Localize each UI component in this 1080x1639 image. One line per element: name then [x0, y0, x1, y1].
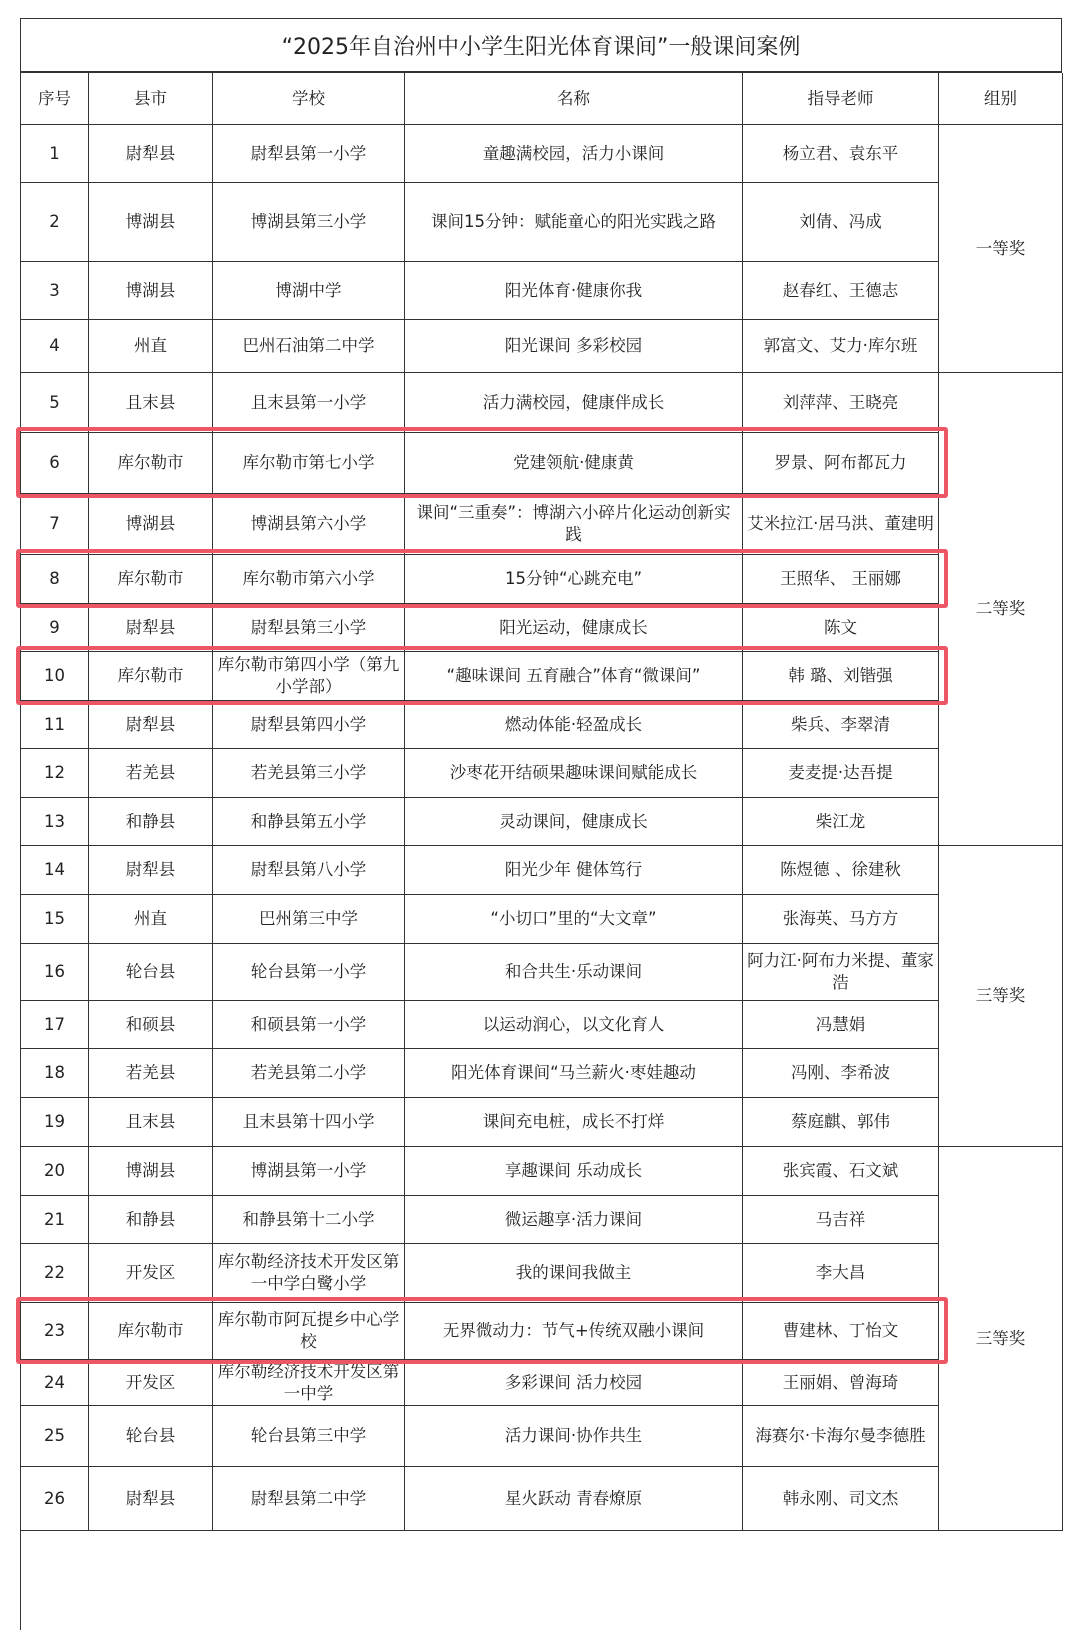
seq-cell: 26 [21, 1467, 89, 1531]
teacher-cell: 陈煜德 、徐建秋 [743, 846, 939, 895]
teacher-cell: 阿力江·阿布力米提、董家浩 [743, 944, 939, 1001]
seq-cell: 10 [21, 652, 89, 701]
county-cell: 博湖县 [89, 262, 213, 320]
school-cell: 和静县第五小学 [213, 798, 405, 846]
header-seq: 序号 [21, 73, 89, 125]
school-cell: 库尔勒经济技术开发区第一中学 [213, 1360, 405, 1406]
name-cell: 活力满校园，健康伴成长 [405, 373, 743, 433]
seq-cell: 20 [21, 1147, 89, 1196]
county-cell: 轮台县 [89, 944, 213, 1001]
teacher-cell: 张海英、马方方 [743, 895, 939, 944]
seq-cell: 7 [21, 494, 89, 555]
county-cell: 和静县 [89, 798, 213, 846]
name-cell: 课间“三重奏”：博湖六小碎片化运动创新实践 [405, 494, 743, 555]
county-cell: 和硕县 [89, 1001, 213, 1049]
school-cell: 轮台县第三中学 [213, 1406, 405, 1467]
county-cell: 州直 [89, 320, 213, 373]
name-cell: 微运趣享·活力课间 [405, 1196, 743, 1244]
name-cell: 多彩课间 活力校园 [405, 1360, 743, 1406]
name-cell: 享趣课间 乐动成长 [405, 1147, 743, 1196]
name-cell: 无界微动力：节气+传统双融小课间 [405, 1303, 743, 1360]
school-cell: 且末县第一小学 [213, 373, 405, 433]
name-cell: 活力课间·协作共生 [405, 1406, 743, 1467]
name-cell: 我的课间我做主 [405, 1244, 743, 1303]
seq-cell: 15 [21, 895, 89, 944]
teacher-cell: 杨立君、袁东平 [743, 125, 939, 183]
county-cell: 库尔勒市 [89, 433, 213, 494]
school-cell: 库尔勒经济技术开发区第一中学白鹭小学 [213, 1244, 405, 1303]
teacher-cell: 陈文 [743, 604, 939, 652]
seq-cell: 21 [21, 1196, 89, 1244]
county-cell: 州直 [89, 895, 213, 944]
group-cell: 二等奖 [939, 373, 1063, 846]
name-cell: 阳光体育·健康你我 [405, 262, 743, 320]
name-cell: 童趣满校园，活力小课间 [405, 125, 743, 183]
teacher-cell: 麦麦提·达吾提 [743, 749, 939, 798]
county-cell: 开发区 [89, 1360, 213, 1406]
school-cell: 和静县第十二小学 [213, 1196, 405, 1244]
teacher-cell: 冯刚、李希波 [743, 1049, 939, 1098]
seq-cell: 19 [21, 1098, 89, 1147]
school-cell: 博湖县第六小学 [213, 494, 405, 555]
group-cell: 三等奖 [939, 846, 1063, 1147]
group-cell: 三等奖 [939, 1147, 1063, 1531]
name-cell: 15分钟“心跳充电” [405, 555, 743, 604]
county-cell: 尉犁县 [89, 701, 213, 749]
county-cell: 库尔勒市 [89, 652, 213, 701]
teacher-cell: 王丽娟、曾海琦 [743, 1360, 939, 1406]
name-cell: 以运动润心，以文化育人 [405, 1001, 743, 1049]
school-cell: 且末县第十四小学 [213, 1098, 405, 1147]
teacher-cell: 李大昌 [743, 1244, 939, 1303]
name-cell: 星火跃动 青春燎原 [405, 1467, 743, 1531]
county-cell: 和静县 [89, 1196, 213, 1244]
teacher-cell: 曹建林、丁怡文 [743, 1303, 939, 1360]
name-cell: “趣味课间 五育融合”体育“微课间” [405, 652, 743, 701]
teacher-cell: 赵春红、王德志 [743, 262, 939, 320]
teacher-cell: 韩 璐、刘锴强 [743, 652, 939, 701]
seq-cell: 25 [21, 1406, 89, 1467]
school-cell: 博湖县第三小学 [213, 183, 405, 262]
name-cell: 阳光课间 多彩校园 [405, 320, 743, 373]
seq-cell: 3 [21, 262, 89, 320]
seq-cell: 2 [21, 183, 89, 262]
school-cell: 尉犁县第一小学 [213, 125, 405, 183]
seq-cell: 16 [21, 944, 89, 1001]
school-cell: 若羌县第二小学 [213, 1049, 405, 1098]
seq-cell: 17 [21, 1001, 89, 1049]
school-cell: 尉犁县第二中学 [213, 1467, 405, 1531]
teacher-cell: 罗景、阿布都瓦力 [743, 433, 939, 494]
name-cell: 沙枣花开结硕果趣味课间赋能成长 [405, 749, 743, 798]
school-cell: 博湖中学 [213, 262, 405, 320]
county-cell: 若羌县 [89, 749, 213, 798]
seq-cell: 22 [21, 1244, 89, 1303]
county-cell: 库尔勒市 [89, 1303, 213, 1360]
school-cell: 巴州第三中学 [213, 895, 405, 944]
seq-cell: 1 [21, 125, 89, 183]
school-cell: 库尔勒市阿瓦提乡中心学校 [213, 1303, 405, 1360]
seq-cell: 13 [21, 798, 89, 846]
county-cell: 博湖县 [89, 494, 213, 555]
seq-cell: 6 [21, 433, 89, 494]
school-cell: 库尔勒市第六小学 [213, 555, 405, 604]
county-cell: 博湖县 [89, 183, 213, 262]
school-cell: 和硕县第一小学 [213, 1001, 405, 1049]
name-cell: 燃动体能·轻盈成长 [405, 701, 743, 749]
seq-cell: 24 [21, 1360, 89, 1406]
seq-cell: 18 [21, 1049, 89, 1098]
name-cell: 和合共生·乐动课间 [405, 944, 743, 1001]
county-cell: 博湖县 [89, 1147, 213, 1196]
teacher-cell: 郭富文、艾力·库尔班 [743, 320, 939, 373]
award-table-sheet [20, 18, 1062, 1630]
header-name: 名称 [405, 73, 743, 125]
county-cell: 尉犁县 [89, 125, 213, 183]
header-school: 学校 [213, 73, 405, 125]
seq-cell: 23 [21, 1303, 89, 1360]
teacher-cell: 海赛尔·卡海尔曼李德胜 [743, 1406, 939, 1467]
school-cell: 尉犁县第八小学 [213, 846, 405, 895]
teacher-cell: 王照华、 王丽娜 [743, 555, 939, 604]
seq-cell: 14 [21, 846, 89, 895]
seq-cell: 8 [21, 555, 89, 604]
header-teacher: 指导老师 [743, 73, 939, 125]
seq-cell: 4 [21, 320, 89, 373]
school-cell: 尉犁县第四小学 [213, 701, 405, 749]
teacher-cell: 刘萍萍、王晓亮 [743, 373, 939, 433]
teacher-cell: 刘倩、冯成 [743, 183, 939, 262]
name-cell: 课间充电桩，成长不打烊 [405, 1098, 743, 1147]
group-cell: 一等奖 [939, 125, 1063, 373]
county-cell: 开发区 [89, 1244, 213, 1303]
county-cell: 轮台县 [89, 1406, 213, 1467]
school-cell: 尉犁县第三小学 [213, 604, 405, 652]
school-cell: 巴州石油第二中学 [213, 320, 405, 373]
school-cell: 轮台县第一小学 [213, 944, 405, 1001]
teacher-cell: 蔡庭麒、郭伟 [743, 1098, 939, 1147]
award-table [20, 72, 1062, 1630]
county-cell: 库尔勒市 [89, 555, 213, 604]
header-county: 县市 [89, 73, 213, 125]
teacher-cell: 艾米拉江·居马洪、董建明 [743, 494, 939, 555]
name-cell: 阳光体育课间“马兰薪火·枣娃趣动 [405, 1049, 743, 1098]
header-group: 组别 [939, 73, 1063, 125]
school-cell: 博湖县第一小学 [213, 1147, 405, 1196]
name-cell: “小切口”里的“大文章” [405, 895, 743, 944]
school-cell: 库尔勒市第四小学（第九小学部） [213, 652, 405, 701]
school-cell: 若羌县第三小学 [213, 749, 405, 798]
name-cell: 灵动课间，健康成长 [405, 798, 743, 846]
table-title: “2025年自治州中小学生阳光体育课间”一般课间案例 [20, 18, 1062, 72]
teacher-cell: 柴江龙 [743, 798, 939, 846]
name-cell: 党建领航·健康黄 [405, 433, 743, 494]
county-cell: 若羌县 [89, 1049, 213, 1098]
teacher-cell: 张宾霞、石文斌 [743, 1147, 939, 1196]
name-cell: 阳光运动，健康成长 [405, 604, 743, 652]
teacher-cell: 柴兵、李翠清 [743, 701, 939, 749]
seq-cell: 12 [21, 749, 89, 798]
seq-cell: 11 [21, 701, 89, 749]
school-cell: 库尔勒市第七小学 [213, 433, 405, 494]
county-cell: 尉犁县 [89, 604, 213, 652]
teacher-cell: 冯慧娟 [743, 1001, 939, 1049]
teacher-cell: 韩永刚、司文杰 [743, 1467, 939, 1531]
county-cell: 尉犁县 [89, 846, 213, 895]
seq-cell: 5 [21, 373, 89, 433]
seq-cell: 9 [21, 604, 89, 652]
teacher-cell: 马吉祥 [743, 1196, 939, 1244]
county-cell: 尉犁县 [89, 1467, 213, 1531]
county-cell: 且末县 [89, 373, 213, 433]
name-cell: 阳光少年 健体笃行 [405, 846, 743, 895]
name-cell: 课间15分钟：赋能童心的阳光实践之路 [405, 183, 743, 262]
county-cell: 且末县 [89, 1098, 213, 1147]
